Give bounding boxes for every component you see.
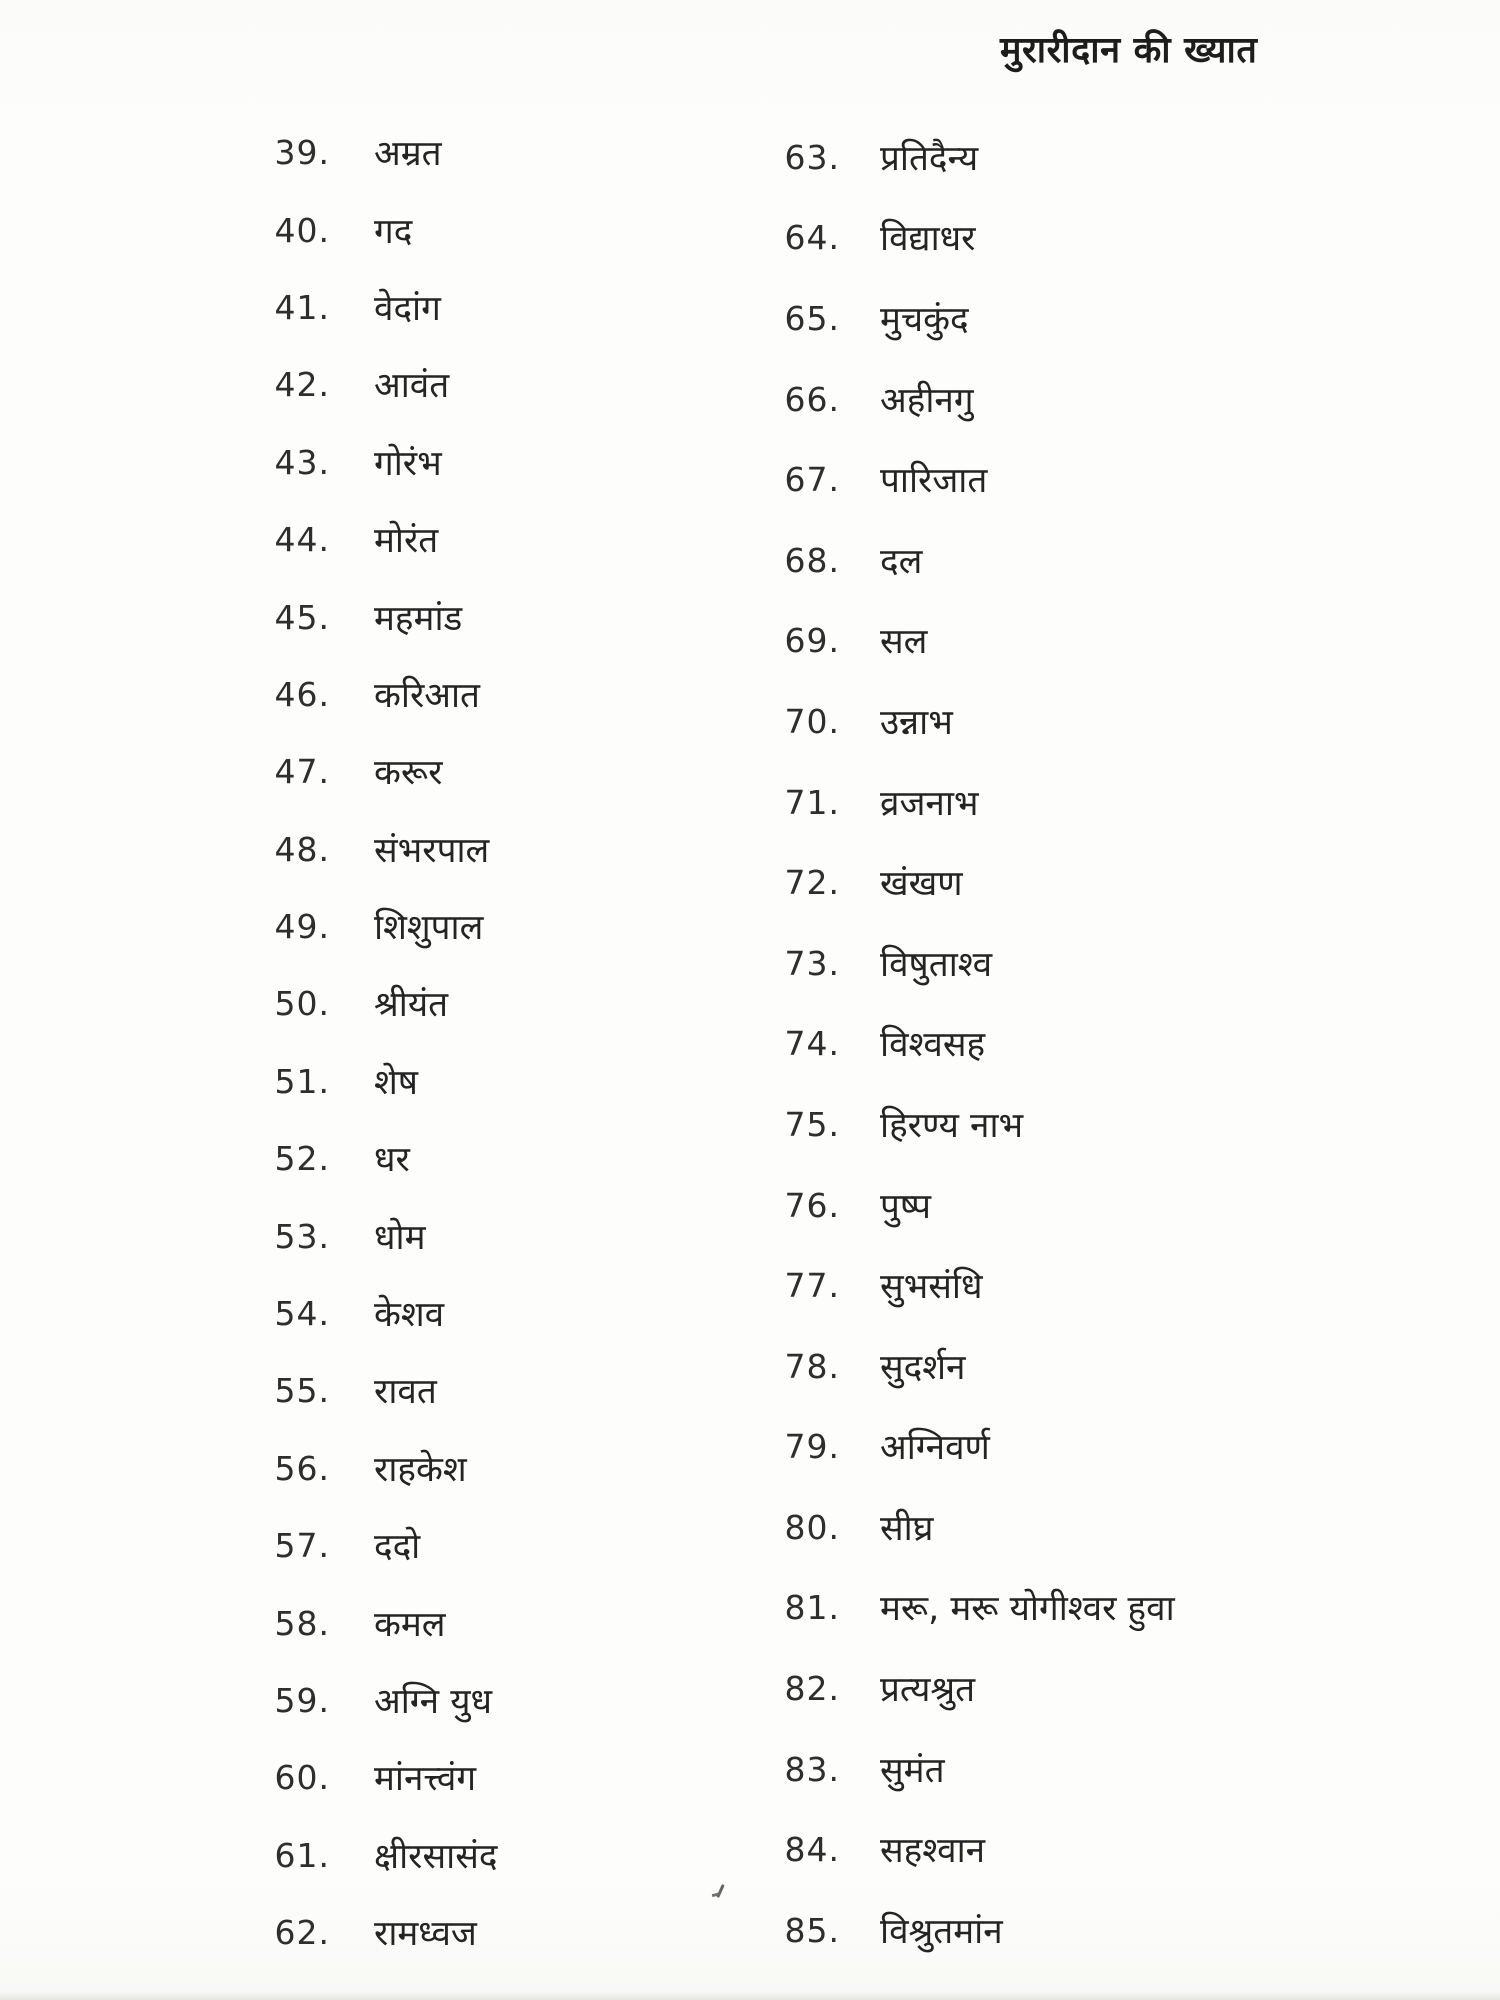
list-item [268,346,497,423]
item-number: 61. [274,1835,330,1875]
item-name: पारिजात [880,461,988,502]
item-name: पुष्प [880,1186,932,1227]
item-number: 85. [784,1910,840,1950]
list-item [268,1584,497,1661]
list-item [268,1662,497,1739]
item-number: 47. [274,752,330,792]
list-item [778,1809,1175,1890]
item-number: 48. [274,829,330,869]
list-item [268,1120,497,1197]
list-item [268,733,497,810]
list-item [778,923,1175,1004]
list-item [778,1326,1175,1407]
list-item [778,1004,1175,1085]
item-name: मोरंत [374,521,439,562]
item-number: 77. [784,1266,840,1306]
item-name: व्रजनाभ [880,783,979,824]
list-item [778,681,1175,762]
item-name: क्षीरसासंद [374,1836,498,1877]
item-number: 63. [784,137,840,177]
list-item [268,1430,497,1507]
item-number: 52. [274,1139,330,1179]
item-name: केशव [374,1295,445,1336]
item-name: विश्वसह [880,1025,986,1066]
list-item [268,191,497,268]
item-number: 69. [784,621,840,661]
item-name: अग्नि युध [374,1682,493,1722]
item-name: मुचकुंद [880,299,969,340]
list-item [268,1275,497,1352]
item-number: 44. [274,520,330,560]
item-number: 84. [784,1830,840,1870]
item-number: 50. [274,984,330,1024]
item-number: 80. [784,1507,840,1547]
item-number: 66. [784,379,840,419]
item-number: 81. [784,1588,840,1628]
list-item [268,1817,497,1894]
list-item [778,1084,1175,1165]
list-item [268,1507,497,1584]
item-name: अम्रत [374,134,442,175]
item-number: 64. [784,218,840,258]
item-number: 53. [274,1216,330,1256]
item-number: 60. [274,1758,330,1798]
item-name: विश्रुतमांन [880,1911,1003,1952]
item-number: 49. [274,907,330,947]
item-number: 82. [784,1669,840,1709]
item-number: 41. [274,287,330,327]
list-item [268,1352,497,1429]
item-number: 76. [784,1185,840,1225]
item-number: 68. [784,540,840,580]
item-number: 40. [274,210,330,250]
list-item [268,1739,497,1816]
list-item [778,1890,1175,1971]
item-name: संभरपाल [374,830,490,871]
item-name: आवंत [374,366,450,407]
item-name: खंखण [880,864,963,905]
list-item [268,888,497,965]
list-item [268,578,497,655]
list-item [778,1648,1175,1729]
list-item [778,278,1175,359]
item-name: करिआत [374,675,480,716]
item-name: सल [880,622,928,663]
item-name: सहश्वान [880,1831,986,1872]
list-item [778,117,1175,198]
list-item [778,1245,1175,1326]
item-name: सुदर्शन [880,1347,966,1388]
item-number: 78. [784,1346,840,1386]
list-item [778,1487,1175,1568]
item-number: 45. [274,597,330,637]
item-name: रावत [374,1372,437,1413]
item-name: मांनत्त्वंग [374,1759,477,1800]
item-number: 56. [274,1448,330,1488]
item-number: 54. [274,1294,330,1334]
list-item [268,656,497,733]
item-number: 65. [784,298,840,338]
item-name: गद [374,211,413,252]
item-name: ददो [374,1527,421,1568]
name-list-left-column [268,114,497,1971]
item-number: 43. [274,442,330,482]
item-name: सीघ्र [880,1508,934,1549]
item-number: 55. [274,1371,330,1411]
item-name: विषुताश्व [880,944,993,985]
item-name: प्रत्यश्रुत [880,1670,976,1711]
list-item [268,501,497,578]
item-name: वेदांग [374,288,441,329]
list-item [778,1568,1175,1649]
item-name: शेष [374,1062,419,1103]
list-item [268,811,497,888]
item-name: अग्निवर्ण [880,1428,990,1469]
item-number: 79. [784,1427,840,1467]
list-item [778,762,1175,843]
item-name: धर [374,1140,410,1181]
list-item [778,1165,1175,1246]
list-item [268,1197,497,1274]
item-name: कमल [374,1604,446,1645]
item-name: गोरंभ [374,443,442,484]
item-name: सुभसंधि [880,1267,983,1308]
item-number: 83. [784,1749,840,1789]
item-name: राहकेश [374,1449,467,1490]
item-number: 70. [784,701,840,741]
item-name: महमांड [374,598,463,639]
item-number: 51. [274,1061,330,1101]
item-name: श्रीयंत [374,985,449,1026]
item-name: अहीनगु [880,380,974,421]
list-item [778,601,1175,682]
item-number: 59. [274,1681,330,1720]
item-name: हिरण्य नाभ [880,1105,1024,1146]
list-item [778,439,1175,520]
list-item [268,424,497,501]
item-name: मरू, मरू योगीश्वर हुवा [880,1589,1175,1630]
stray-ink-mark [716,1884,724,1898]
list-item [268,965,497,1042]
item-number: 71. [784,782,840,822]
name-list-right-column [778,117,1175,1971]
item-name: दल [880,541,923,582]
item-number: 75. [784,1104,840,1144]
item-name: उन्नाभ [880,702,953,743]
item-number: 57. [274,1526,330,1566]
item-name: करूर [374,753,443,794]
item-number: 73. [784,943,840,983]
item-name: रामध्वज [374,1914,477,1955]
item-name: शिशुपाल [374,908,484,949]
list-item [268,1043,497,1120]
item-name: विद्याधर [880,219,976,260]
item-number: 74. [784,1024,840,1064]
list-item [268,114,497,191]
list-item [778,520,1175,601]
item-number: 67. [784,460,840,500]
list-item [778,1729,1175,1810]
list-item [268,269,497,346]
item-number: 62. [274,1913,330,1953]
list-item [778,1407,1175,1488]
page-header-title: मुरारीदान की ख्यात [1000,30,1258,71]
list-item [778,198,1175,279]
item-name: धोम [374,1217,426,1258]
scan-edge-shadow [0,1991,1500,2000]
item-number: 72. [784,863,840,903]
item-name: सुमंत [880,1750,945,1791]
item-number: 39. [274,133,330,173]
list-item [778,359,1175,440]
item-name: प्रतिदैन्य [880,138,979,179]
list-item [778,842,1175,923]
list-item [268,1894,497,1971]
item-number: 58. [274,1603,330,1643]
item-number: 42. [274,365,330,405]
item-number: 46. [274,674,330,714]
